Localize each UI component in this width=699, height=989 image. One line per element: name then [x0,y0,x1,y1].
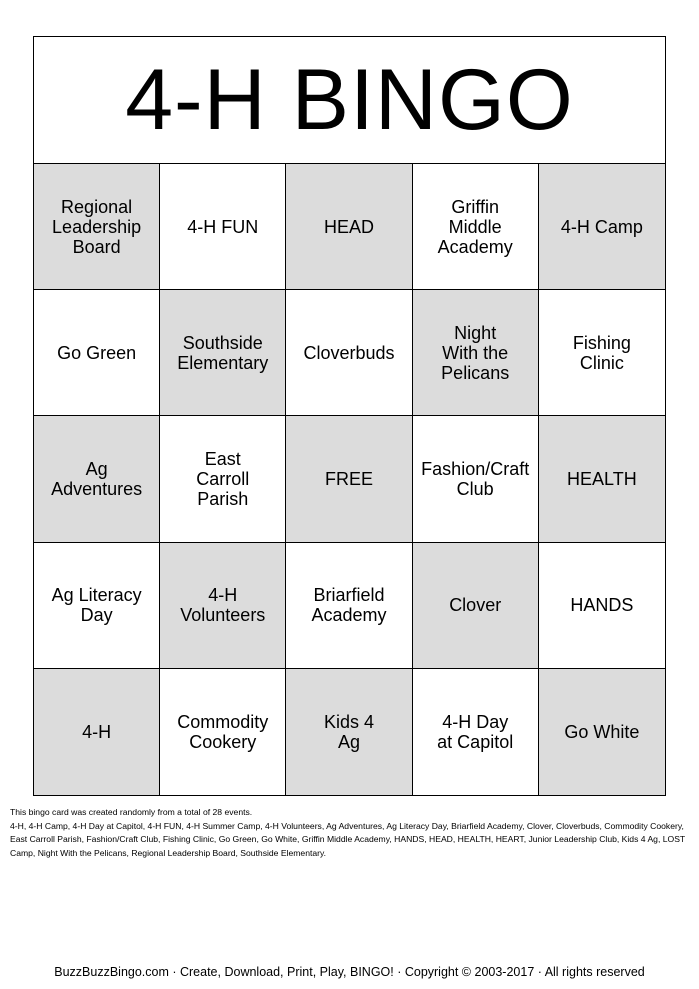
bingo-cell: Ag Adventures [34,416,160,542]
bingo-cell: Kids 4 Ag [286,669,412,795]
bingo-cell: Ag Literacy Day [34,543,160,669]
bingo-cell: Commodity Cookery [160,669,286,795]
bingo-cell: 4-H [34,669,160,795]
bingo-cell: Fashion/Craft Club [413,416,539,542]
bingo-cell: Clover [413,543,539,669]
bingo-cell: Fishing Clinic [539,290,665,416]
bingo-cell: Cloverbuds [286,290,412,416]
bingo-cell: 4-H Volunteers [160,543,286,669]
bingo-cell: Briarfield Academy [286,543,412,669]
bingo-cell: East Carroll Parish [160,416,286,542]
bingo-cell: Southside Elementary [160,290,286,416]
bingo-cell: Go White [539,669,665,795]
bingo-cell: 4-H Day at Capitol [413,669,539,795]
card-title: 4-H BINGO [34,37,665,164]
bingo-cell: HEALTH [539,416,665,542]
bingo-cell: HEAD [286,164,412,290]
bingo-grid [34,164,665,795]
notes-event-list: 4-H, 4-H Camp, 4-H Day at Capitol, 4-H FUN, 4-H Summer Camp, 4-H Volunteers, Ag Adventures, Ag Literacy Day, Briarfield Academy, Clover, Cloverbuds, Commodity Cookery, East Carroll Parish, Fashion/Craft Club, Fishing Clinic, Go Green, Go White, Griffin Middle Academy, HANDS, HEAD, HEALTH, HEART, Junior Leadership Club, Kids 4 Ag, LOST Camp, Night With the Pelicans, Regional Leadership Board, Southside Elementary. [10,820,686,858]
notes-intro: This bingo card was created randomly from a total of 28 events. [10,807,253,817]
bingo-cell: HANDS [539,543,665,669]
bingo-cell: 4-H FUN [160,164,286,290]
bingo-cell: Griffin Middle Academy [413,164,539,290]
bingo-cell: 4-H Camp [539,164,665,290]
card-notes [10,806,692,860]
bingo-cell: FREE [286,416,412,542]
bingo-cell: Go Green [34,290,160,416]
bingo-cell: Regional Leadership Board [34,164,160,290]
bingo-card [33,36,666,796]
bingo-cell: Night With the Pelicans [413,290,539,416]
page-footer: BuzzBuzzBingo.com · Create, Download, Print, Play, BINGO! · Copyright © 2003-2017 · All rights reserved [54,965,645,979]
